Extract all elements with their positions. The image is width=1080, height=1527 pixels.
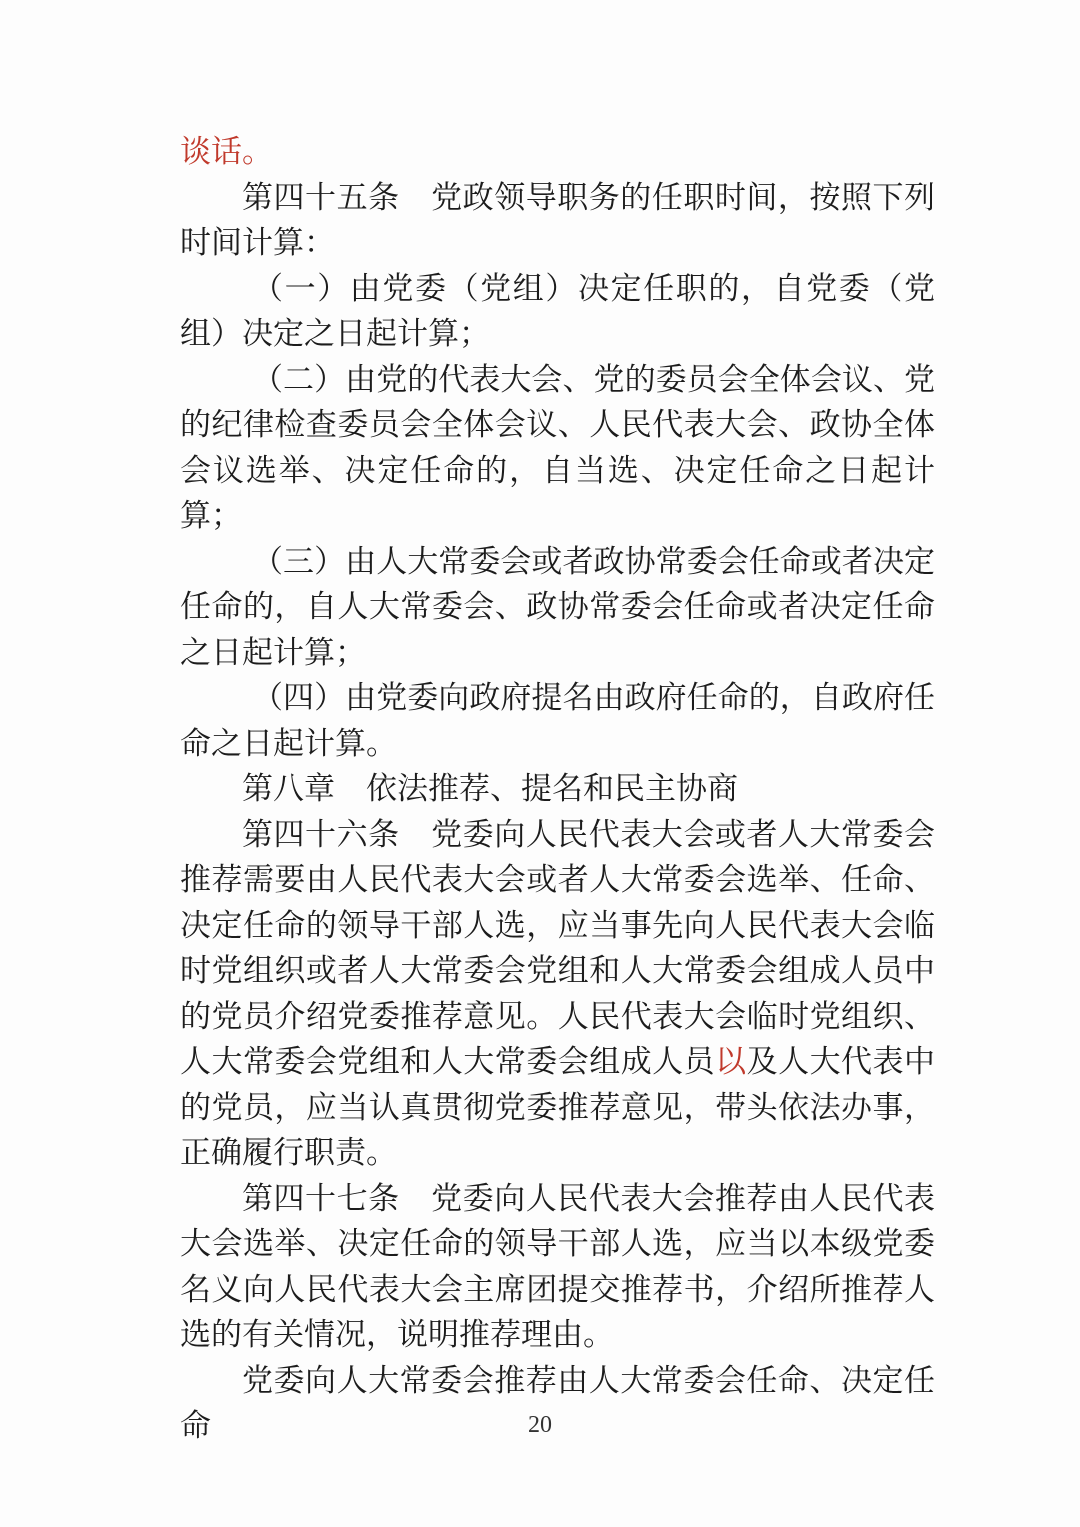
article-46-text-part1: 第四十六条 党委向人民代表大会或者人大常委会推荐需要由人民代表大会或者人大常委会选举、任命、决定任命的领导干部人选，应当事先向人民代表大会临时党组织或者人大常委会党组和人大常委会组成人员中的党员介绍党委推荐意见。人民代表大会临时党组织、人大常委会党组和人大常委会组成人员 (180, 816, 935, 1080)
article-45: 第四十五条 党政领导职务的任职时间，按照下列时间计算： (180, 179, 935, 261)
article-46-highlight: 以 (715, 1044, 747, 1080)
article-45-item-2: （二）由党的代表大会、党的委员会全体会议、党的纪律检查委员会全体会议、人民代表大会、政协全体会议选举、决定任命的，自当选、决定任命之日起计算； (180, 361, 935, 534)
paragraph-continuation: 谈话。 (180, 134, 273, 170)
article-47: 第四十七条 党委向人民代表大会推荐由人民代表大会选举、决定任命的领导干部人选，应当以本级党委名义向人民代表大会主席团提交推荐书，介绍所推荐人选的有关情况，说明推荐理由。 (180, 1180, 935, 1353)
document-body (180, 130, 935, 1450)
article-46 (180, 813, 935, 1177)
chapter-8-heading: 第八章 依法推荐、提名和民主协商 (242, 771, 738, 807)
article-45-item-3: （三）由人大常委会或者政协常委会任命或者决定任命的，自人大常委会、政协常委会任命或者决定任命之日起计算； (180, 543, 935, 671)
page-number: 20 (528, 1412, 552, 1438)
article-46-text-part2: 及人大代表中的党员，应当认真贯彻党委推荐意见，带头依法办事，正确履行职责。 (180, 1044, 936, 1171)
article-45-item-4: （四）由党委向政府提名由政府任命的，自政府任命之日起计算。 (180, 680, 935, 762)
article-45-item-1: （一）由党委（党组）决定任职的，自党委（党组）决定之日起计算； (180, 270, 935, 352)
article-47-continuation: 党委向人大常委会推荐由人大常委会任命、决定任命 (180, 1362, 935, 1444)
